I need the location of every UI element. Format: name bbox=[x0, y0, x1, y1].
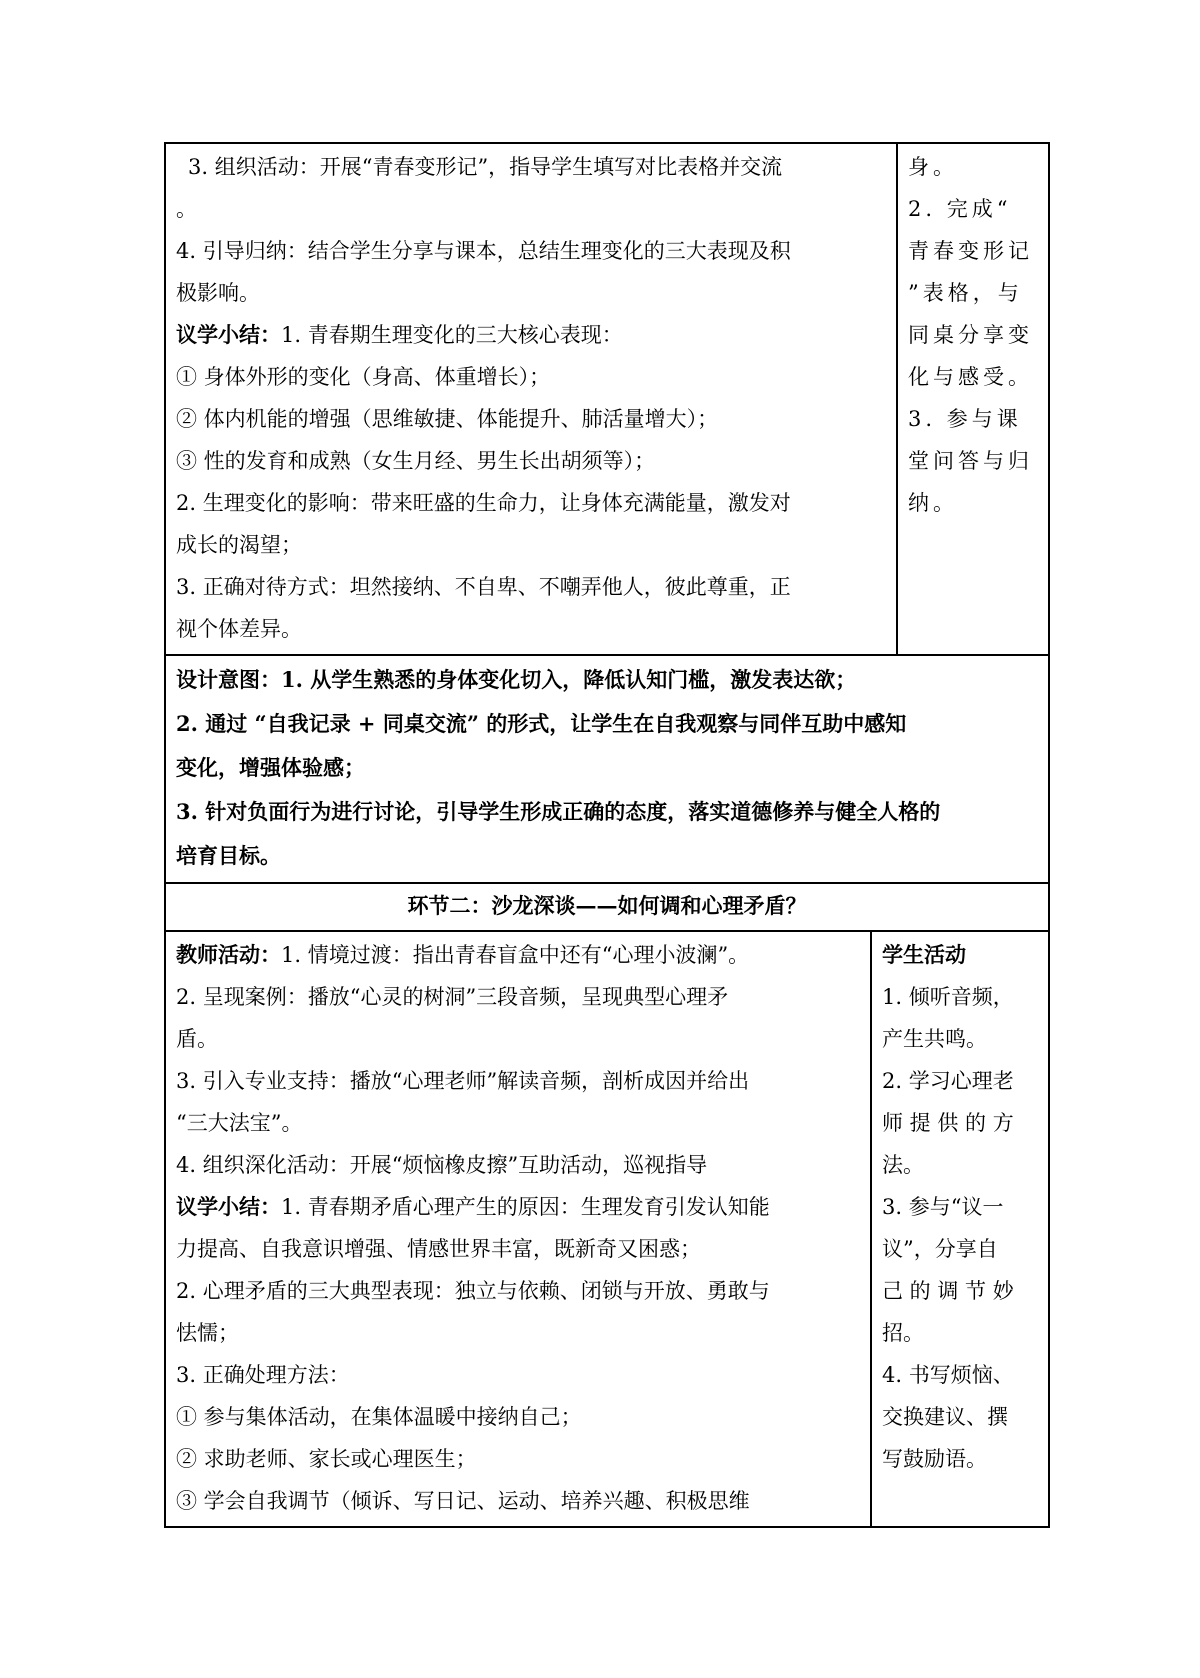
teacher-line: 盾。 bbox=[176, 1027, 218, 1051]
student-line: 3. 参与“议一 bbox=[882, 1195, 1004, 1219]
summary-text: 1. 青春期矛盾心理产生的原因：生理发育引发认知能 bbox=[281, 1195, 770, 1219]
student-line: 2. 完成“ bbox=[908, 197, 1012, 221]
teacher-activity-cell bbox=[166, 932, 872, 1526]
summary-line: 怯懦； bbox=[176, 1321, 239, 1345]
teacher-text: 1. 情境过渡：指出青春盲盒中还有“心理小波澜”。 bbox=[281, 943, 750, 967]
section1-row bbox=[166, 144, 1048, 654]
student-line: 化与感受。 bbox=[908, 365, 1033, 389]
teacher-line: 极影响。 bbox=[176, 281, 260, 305]
summary-line: 3. 正确对待方式：坦然接纳、不自卑、不嘲弄他人，彼此尊重，正 bbox=[176, 575, 791, 599]
design-line: 培育目标。 bbox=[176, 843, 281, 868]
teacher-line: “三大法宝”。 bbox=[176, 1111, 303, 1135]
student-line: 议”，分享自 bbox=[882, 1237, 998, 1261]
section2-heading-row bbox=[166, 882, 1048, 930]
design-line: 变化，增强体验感； bbox=[176, 755, 365, 780]
design-line: 设计意图：1. 从学生熟悉的身体变化切入，降低认知门槛，激发表达欲； bbox=[176, 667, 857, 692]
student-line: 法。 bbox=[882, 1153, 924, 1177]
summary-label: 议学小结： bbox=[176, 322, 281, 347]
student-line: 师 提 供 的 方 bbox=[882, 1111, 1014, 1135]
section2-row bbox=[166, 930, 1048, 1526]
summary-line: 2. 心理矛盾的三大典型表现：独立与依赖、闭锁与开放、勇敢与 bbox=[176, 1279, 770, 1303]
student-line: 同桌分享变 bbox=[908, 323, 1033, 347]
section2-heading: 环节二：沙龙深谈——如何调和心理矛盾？ bbox=[407, 893, 807, 918]
student-line: 堂问答与归 bbox=[908, 449, 1033, 473]
teacher-line: 4. 引导归纳：结合学生分享与课本，总结生理变化的三大表现及积 bbox=[176, 239, 791, 263]
teacher-line: 3. 组织活动：开展“青春变形记”，指导学生填写对比表格并交流 bbox=[188, 155, 783, 179]
student-line: 2. 学习心理老 bbox=[882, 1069, 1014, 1093]
lesson-plan-table bbox=[164, 142, 1050, 1528]
summary-line: ③ 性的发育和成熟（女生月经、男生长出胡须等）； bbox=[176, 449, 656, 473]
summary-line bbox=[176, 314, 886, 356]
teacher-line: 。 bbox=[176, 197, 197, 221]
student-line: 产生共鸣。 bbox=[882, 1027, 987, 1051]
summary-line bbox=[176, 1186, 860, 1228]
design-line: 3. 针对负面行为进行讨论，引导学生形成正确的态度，落实道德修养与健全人格的 bbox=[176, 799, 941, 824]
design-intent-row bbox=[166, 654, 1048, 882]
summary-line: 力提高、自我意识增强、情感世界丰富，既新奇又困惑； bbox=[176, 1237, 701, 1261]
teacher-activity-cell bbox=[166, 144, 898, 654]
student-line: 写鼓励语。 bbox=[882, 1447, 987, 1471]
student-line: 1. 倾听音频， bbox=[882, 985, 1014, 1009]
student-line: 纳。 bbox=[908, 491, 958, 515]
summary-line: 成长的渴望； bbox=[176, 533, 302, 557]
teacher-label: 教师活动： bbox=[176, 942, 281, 967]
summary-text: 1. 青春期生理变化的三大核心表现： bbox=[281, 323, 623, 347]
student-activity-cell bbox=[872, 932, 1048, 1526]
summary-line: ② 体内机能的增强（思维敏捷、体能提升、肺活量增大）； bbox=[176, 407, 719, 431]
summary-line: ① 参与集体活动，在集体温暖中接纳自己； bbox=[176, 1405, 582, 1429]
student-line: ”表格，与 bbox=[908, 281, 1023, 305]
design-intent-cell bbox=[166, 656, 1048, 882]
student-line: 4. 书写烦恼、 bbox=[882, 1363, 1014, 1387]
summary-line: ① 身体外形的变化（身高、体重增长）； bbox=[176, 365, 551, 389]
summary-line: ③ 学会自我调节（倾诉、写日记、运动、培养兴趣、积极思维 bbox=[176, 1489, 750, 1513]
student-line: 3. 参与课 bbox=[908, 407, 1022, 431]
summary-line: ② 求助老师、家长或心理医生； bbox=[176, 1447, 477, 1471]
teacher-line: 2. 呈现案例：播放“心灵的树洞”三段音频，呈现典型心理矛 bbox=[176, 985, 729, 1009]
summary-label: 议学小结： bbox=[176, 1194, 281, 1219]
student-activity-cell bbox=[898, 144, 1048, 654]
student-line: 青春变形记 bbox=[908, 239, 1033, 263]
student-line: 己 的 调 节 妙 bbox=[882, 1279, 1014, 1303]
teacher-line: 3. 引入专业支持：播放“心理老师”解读音频，剖析成因并给出 bbox=[176, 1069, 750, 1093]
summary-line: 3. 正确处理方法： bbox=[176, 1363, 350, 1387]
student-line: 交换建议、撰 bbox=[882, 1405, 1008, 1429]
student-heading: 学生活动 bbox=[882, 942, 966, 967]
design-line: 2. 通过 “自我记录 + 同桌交流” 的形式，让学生在自我观察与同伴互助中感知 bbox=[176, 711, 907, 736]
student-line: 招。 bbox=[882, 1321, 924, 1345]
teacher-line bbox=[176, 934, 860, 976]
teacher-line: 4. 组织深化活动：开展“烦恼橡皮擦”互助活动，巡视指导 bbox=[176, 1153, 708, 1177]
summary-line: 2. 生理变化的影响：带来旺盛的生命力，让身体充满能量，激发对 bbox=[176, 491, 791, 515]
student-line: 身。 bbox=[908, 155, 958, 179]
summary-line: 视个体差异。 bbox=[176, 617, 302, 641]
